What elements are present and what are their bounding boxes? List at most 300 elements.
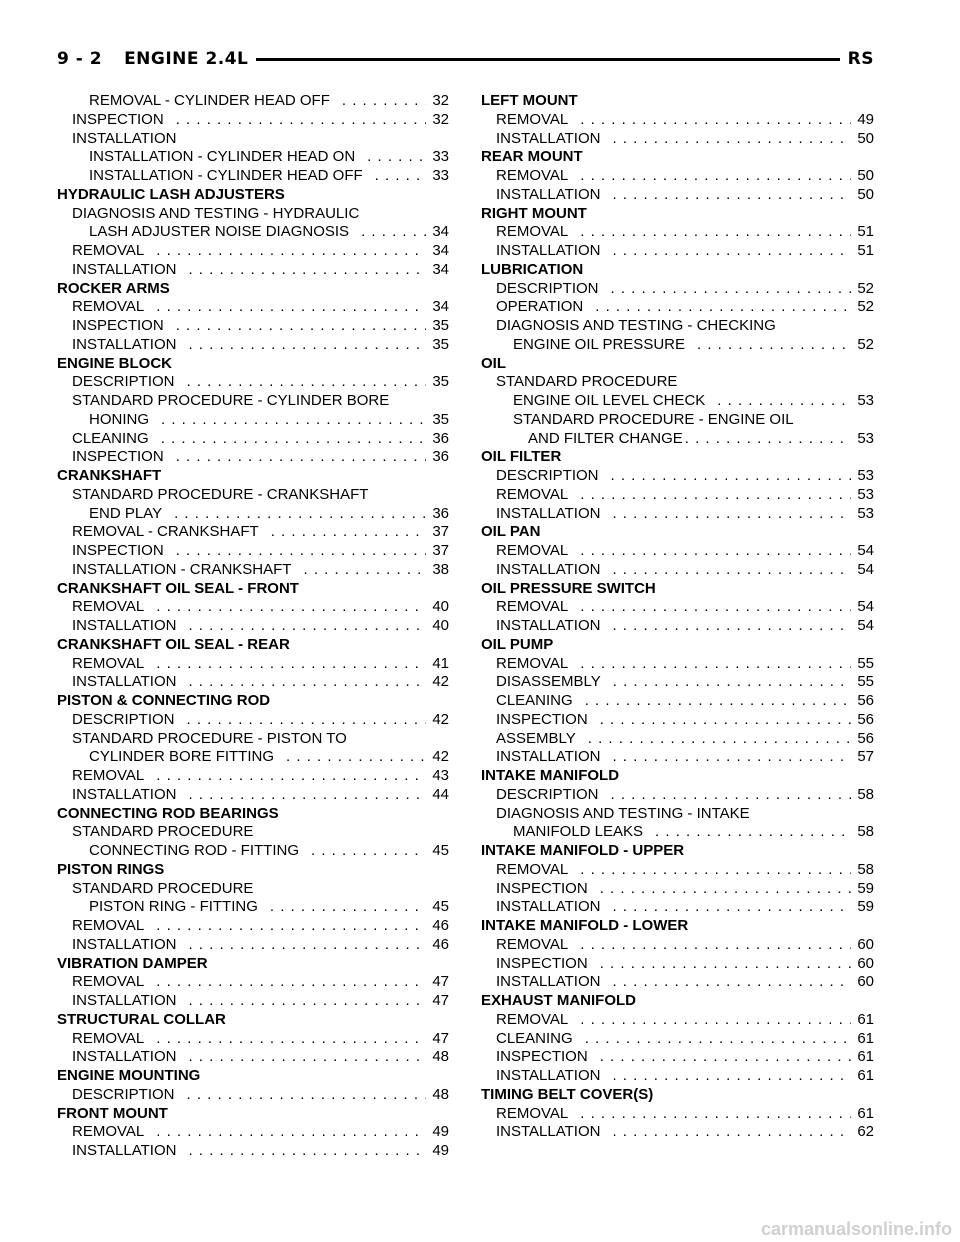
toc-entry[interactable] bbox=[57, 411, 449, 430]
toc-section-heading: ROCKER ARMS bbox=[57, 279, 170, 297]
toc-entry-title: ASSEMBLY bbox=[496, 729, 576, 747]
toc-page-number: 36 bbox=[432, 504, 449, 522]
toc-page-number: 56 bbox=[857, 710, 874, 728]
toc-entry[interactable] bbox=[481, 1123, 874, 1142]
toc-page-number: 42 bbox=[432, 673, 449, 691]
toc-page-number: 55 bbox=[857, 673, 874, 691]
toc-entry[interactable] bbox=[57, 1030, 449, 1049]
toc-entry[interactable] bbox=[57, 1048, 449, 1067]
toc-section-heading: REAR MOUNT bbox=[481, 148, 583, 166]
toc-section-heading: CRANKSHAFT bbox=[57, 467, 162, 484]
dot-leader bbox=[188, 786, 426, 805]
toc-page-number: 49 bbox=[857, 110, 874, 128]
dot-leader bbox=[611, 786, 852, 805]
toc-entry[interactable] bbox=[57, 617, 449, 636]
toc-entry[interactable] bbox=[481, 298, 874, 317]
toc-entry[interactable] bbox=[57, 148, 449, 167]
toc-entry-title: DESCRIPTION bbox=[72, 710, 175, 728]
toc-entry[interactable] bbox=[57, 711, 449, 730]
toc-entry[interactable] bbox=[57, 767, 449, 786]
toc-page-number: 47 bbox=[432, 992, 449, 1009]
toc-column-right bbox=[481, 92, 874, 1142]
toc-entry-title: LASH ADJUSTER NOISE DIAGNOSIS bbox=[89, 223, 350, 241]
toc-page-number: 59 bbox=[857, 898, 874, 916]
dot-leader bbox=[176, 542, 427, 561]
toc-entry-title: INSTALLATION bbox=[496, 617, 601, 634]
toc-entry-title: REMOVAL bbox=[496, 860, 569, 878]
toc-page-number: 52 bbox=[857, 298, 874, 316]
dot-leader bbox=[580, 1011, 851, 1030]
toc-entry-title: CLEANING bbox=[496, 692, 573, 709]
toc-page-number: 61 bbox=[857, 1010, 874, 1028]
toc-page-number: 54 bbox=[857, 542, 874, 559]
dot-leader bbox=[580, 111, 851, 130]
page-number: 9 - 2 bbox=[57, 49, 103, 69]
toc-entry-title: REMOVAL bbox=[72, 1029, 145, 1047]
dot-leader bbox=[580, 655, 851, 674]
dot-leader bbox=[613, 673, 852, 692]
toc-entry-title: INSTALLATION bbox=[496, 129, 601, 147]
toc-entry-title: REMOVAL bbox=[496, 654, 569, 672]
toc-entry[interactable] bbox=[481, 786, 874, 805]
dot-leader bbox=[161, 430, 427, 449]
toc-entry[interactable] bbox=[57, 673, 449, 692]
toc-entry[interactable] bbox=[57, 373, 449, 392]
toc-entry-title: REMOVAL bbox=[496, 1104, 569, 1122]
toc-entry[interactable] bbox=[57, 111, 449, 130]
toc-page-number: 34 bbox=[432, 298, 449, 316]
toc-entry-title: OPERATION bbox=[496, 298, 584, 316]
toc-entry[interactable] bbox=[481, 430, 874, 449]
toc-entry-title: INSTALLATION - CYLINDER HEAD OFF bbox=[89, 167, 363, 184]
toc-page-number: 48 bbox=[432, 1085, 449, 1103]
toc-page-number: 54 bbox=[857, 617, 874, 634]
dot-leader bbox=[271, 523, 427, 542]
dot-leader bbox=[717, 392, 851, 411]
toc-page-number: 61 bbox=[857, 1104, 874, 1122]
toc-entry-title: REMOVAL bbox=[72, 242, 145, 259]
toc-entry-title: INSPECTION bbox=[496, 1048, 588, 1066]
toc-entry[interactable] bbox=[481, 561, 874, 580]
toc-section-heading: STRUCTURAL COLLAR bbox=[57, 1010, 226, 1028]
dot-leader bbox=[156, 973, 426, 992]
toc-entry-title: INSPECTION bbox=[496, 954, 588, 972]
toc-entry[interactable] bbox=[57, 748, 449, 767]
toc-entry-title: INSTALLATION bbox=[72, 992, 177, 1009]
dot-leader bbox=[156, 242, 426, 261]
toc-entry[interactable] bbox=[57, 1123, 449, 1142]
dot-leader bbox=[161, 411, 426, 430]
dot-leader bbox=[188, 673, 426, 692]
toc-entry-title: ENGINE OIL LEVEL CHECK bbox=[513, 392, 706, 409]
dot-leader bbox=[187, 373, 427, 392]
dot-leader bbox=[156, 1030, 426, 1049]
toc-section-heading: ENGINE BLOCK bbox=[57, 354, 173, 372]
toc-entry[interactable] bbox=[481, 748, 874, 767]
toc-entry-title: INSTALLATION bbox=[496, 1123, 601, 1141]
toc-entry[interactable] bbox=[481, 186, 874, 205]
toc-section-heading: CONNECTING ROD BEARINGS bbox=[57, 804, 279, 822]
toc-entry-title: CLEANING bbox=[496, 1029, 573, 1047]
model-code: RS bbox=[847, 49, 874, 69]
toc-entry[interactable] bbox=[57, 317, 449, 336]
dot-leader bbox=[188, 936, 426, 955]
dot-leader bbox=[612, 1123, 851, 1142]
toc-entry-title: REMOVAL - CRANKSHAFT bbox=[72, 523, 259, 541]
toc-entry[interactable] bbox=[57, 1086, 449, 1105]
toc-page-number: 60 bbox=[857, 935, 874, 953]
toc-page-number: 48 bbox=[432, 1048, 449, 1066]
toc-entry[interactable] bbox=[57, 992, 449, 1011]
toc-entry-title: DESCRIPTION bbox=[72, 1085, 175, 1103]
toc-entry-title: CLEANING bbox=[72, 429, 149, 447]
dot-leader bbox=[580, 861, 851, 880]
dot-leader bbox=[611, 280, 852, 299]
toc-page-number: 42 bbox=[432, 748, 449, 766]
toc-page-number: 53 bbox=[857, 429, 874, 447]
dot-leader bbox=[187, 711, 427, 730]
toc-page-number: 60 bbox=[857, 973, 874, 991]
toc-section-heading: CRANKSHAFT OIL SEAL - REAR bbox=[57, 635, 290, 653]
toc-entry-title: INSTALLATION bbox=[72, 785, 177, 803]
dot-leader bbox=[612, 242, 851, 261]
dot-leader bbox=[655, 823, 851, 842]
toc-entry[interactable] bbox=[57, 1142, 449, 1161]
toc-entry[interactable] bbox=[57, 523, 449, 542]
dot-leader bbox=[580, 223, 851, 242]
dot-leader bbox=[176, 448, 427, 467]
toc-entry-title: REMOVAL bbox=[72, 917, 145, 934]
toc-entry-title: INSPECTION bbox=[72, 317, 164, 334]
dot-leader bbox=[588, 730, 852, 749]
toc-subheading: STANDARD PROCEDURE - CYLINDER BORE bbox=[72, 392, 390, 409]
toc-page-number: 50 bbox=[857, 185, 874, 203]
toc-entry[interactable] bbox=[481, 486, 874, 505]
toc-entry[interactable] bbox=[481, 223, 874, 242]
toc-page-number: 46 bbox=[432, 935, 449, 953]
toc-page-number: 37 bbox=[432, 523, 449, 541]
toc-entry-title: INSTALLATION bbox=[496, 1067, 601, 1084]
toc-page-number: 61 bbox=[857, 1048, 874, 1066]
dot-leader bbox=[188, 261, 426, 280]
dot-leader bbox=[156, 767, 426, 786]
toc-entry[interactable] bbox=[481, 655, 874, 674]
toc-page-number: 58 bbox=[857, 860, 874, 878]
toc-subheading: DIAGNOSIS AND TESTING - INTAKE bbox=[496, 804, 750, 822]
dot-leader bbox=[611, 467, 852, 486]
toc-section-heading: HYDRAULIC LASH ADJUSTERS bbox=[57, 185, 285, 203]
dot-leader bbox=[612, 1067, 851, 1086]
toc-section-heading: VIBRATION DAMPER bbox=[57, 954, 208, 972]
toc-entry[interactable] bbox=[57, 167, 449, 186]
toc-entry[interactable] bbox=[481, 242, 874, 261]
toc-entry[interactable] bbox=[481, 673, 874, 692]
toc-entry-title: INSTALLATION - CYLINDER HEAD ON bbox=[89, 148, 356, 166]
toc-entry-title: INSTALLATION bbox=[496, 973, 601, 991]
dot-leader bbox=[580, 486, 851, 505]
toc-subheading: STANDARD PROCEDURE - PISTON TO bbox=[72, 729, 347, 747]
page-header bbox=[57, 46, 874, 72]
toc-entry[interactable] bbox=[57, 936, 449, 955]
toc-entry[interactable] bbox=[481, 936, 874, 955]
toc-entry[interactable] bbox=[481, 1105, 874, 1124]
toc-section-heading: INTAKE MANIFOLD - LOWER bbox=[481, 917, 689, 934]
dot-leader bbox=[188, 617, 426, 636]
dot-leader bbox=[580, 542, 851, 561]
toc-entry[interactable] bbox=[481, 280, 874, 299]
dot-leader bbox=[188, 336, 426, 355]
toc-entry[interactable] bbox=[481, 973, 874, 992]
dot-leader bbox=[176, 317, 427, 336]
toc-entry-title: REMOVAL bbox=[496, 167, 569, 184]
toc-page-number: 55 bbox=[857, 654, 874, 672]
toc-section-heading: RIGHT MOUNT bbox=[481, 204, 587, 222]
toc-entry[interactable] bbox=[481, 730, 874, 749]
toc-page-number: 58 bbox=[857, 823, 874, 841]
dot-leader bbox=[367, 148, 426, 167]
dot-leader bbox=[188, 992, 426, 1011]
toc-entry-title: REMOVAL bbox=[72, 1123, 145, 1141]
dot-leader bbox=[600, 880, 852, 899]
toc-page-number: 61 bbox=[857, 1029, 874, 1047]
toc-page-number: 60 bbox=[857, 954, 874, 972]
toc-page-number: 53 bbox=[857, 504, 874, 522]
toc-entry[interactable] bbox=[57, 242, 449, 261]
toc-page-number: 50 bbox=[857, 167, 874, 184]
toc-subheading: DIAGNOSIS AND TESTING - HYDRAULIC bbox=[72, 204, 360, 222]
dot-leader bbox=[187, 1086, 427, 1105]
toc-section-heading: INTAKE MANIFOLD - UPPER bbox=[481, 842, 685, 859]
toc-entry[interactable] bbox=[481, 336, 874, 355]
toc-entry-title: DESCRIPTION bbox=[496, 467, 599, 484]
toc-entry-title: INSTALLATION bbox=[496, 242, 601, 259]
toc-subheading: INSTALLATION bbox=[72, 129, 177, 147]
toc-page-number: 34 bbox=[432, 260, 449, 278]
toc-page-number: 53 bbox=[857, 485, 874, 503]
toc-entry-title: MANIFOLD LEAKS bbox=[513, 823, 644, 841]
toc-entry[interactable] bbox=[57, 898, 449, 917]
toc-column-left bbox=[57, 92, 449, 1161]
toc-entry-title: REMOVAL bbox=[72, 598, 145, 616]
dot-leader bbox=[612, 186, 851, 205]
toc-page-number: 41 bbox=[432, 654, 449, 672]
toc-entry-title: INSPECTION bbox=[72, 448, 164, 466]
dot-leader bbox=[612, 561, 851, 580]
toc-entry[interactable] bbox=[57, 336, 449, 355]
toc-entry-title: INSTALLATION bbox=[496, 748, 601, 766]
toc-entry[interactable] bbox=[481, 392, 874, 411]
toc-entry[interactable] bbox=[481, 505, 874, 524]
toc-entry[interactable] bbox=[481, 823, 874, 842]
toc-entry[interactable] bbox=[481, 955, 874, 974]
toc-entry-title: INSTALLATION bbox=[72, 260, 177, 278]
toc-entry-title: REMOVAL bbox=[496, 542, 569, 559]
toc-subheading: STANDARD PROCEDURE bbox=[72, 879, 254, 897]
toc-entry-title: DISASSEMBLY bbox=[496, 673, 601, 691]
toc-page-number: 45 bbox=[432, 898, 449, 916]
dot-leader bbox=[361, 223, 426, 242]
toc-entry-title: DESCRIPTION bbox=[496, 785, 599, 803]
toc-entry-title: INSTALLATION bbox=[72, 335, 177, 353]
toc-entry-title: END PLAY bbox=[89, 504, 163, 522]
toc-subheading: STANDARD PROCEDURE - ENGINE OIL bbox=[513, 410, 794, 428]
toc-entry[interactable] bbox=[57, 430, 449, 449]
toc-entry[interactable] bbox=[481, 898, 874, 917]
toc-entry[interactable] bbox=[481, 880, 874, 899]
toc-page-number: 52 bbox=[857, 335, 874, 353]
dot-leader bbox=[612, 748, 851, 767]
toc-entry-title: REMOVAL bbox=[72, 767, 145, 784]
toc-entry[interactable] bbox=[57, 842, 449, 861]
toc-entry[interactable] bbox=[481, 542, 874, 561]
toc-entry[interactable] bbox=[57, 298, 449, 317]
toc-entry[interactable] bbox=[481, 467, 874, 486]
toc-section-heading: OIL PUMP bbox=[481, 635, 554, 653]
toc-entry-title: INSTALLATION bbox=[496, 560, 601, 578]
toc-entry[interactable] bbox=[481, 1011, 874, 1030]
toc-entry-title: DESCRIPTION bbox=[72, 373, 175, 391]
toc-section-heading: LUBRICATION bbox=[481, 260, 584, 278]
toc-page-number: 35 bbox=[432, 410, 449, 428]
toc-page-number: 34 bbox=[432, 242, 449, 259]
toc-entry[interactable] bbox=[57, 542, 449, 561]
dot-leader bbox=[174, 505, 426, 524]
toc-entry[interactable] bbox=[481, 692, 874, 711]
dot-leader bbox=[585, 692, 852, 711]
toc-entry-title: INSTALLATION bbox=[72, 1142, 177, 1159]
dot-leader bbox=[612, 973, 851, 992]
toc-entry-title: REMOVAL bbox=[72, 654, 145, 672]
toc-entry[interactable] bbox=[57, 973, 449, 992]
dot-leader bbox=[580, 167, 851, 186]
toc-page-number: 51 bbox=[857, 242, 874, 259]
dot-leader bbox=[156, 298, 426, 317]
toc-section-heading: ENGINE MOUNTING bbox=[57, 1067, 201, 1084]
toc-page-number: 49 bbox=[432, 1142, 449, 1159]
dot-leader bbox=[188, 1142, 426, 1161]
toc-entry-title: REMOVAL bbox=[496, 935, 569, 953]
toc-page-number: 36 bbox=[432, 448, 449, 466]
toc-entry[interactable] bbox=[57, 92, 449, 111]
toc-section-heading: OIL PAN bbox=[481, 523, 541, 541]
dot-leader bbox=[612, 505, 851, 524]
toc-subheading: STANDARD PROCEDURE bbox=[72, 823, 254, 841]
toc-page-number: 56 bbox=[857, 729, 874, 747]
dot-leader bbox=[303, 561, 426, 580]
toc-page-number: 49 bbox=[432, 1123, 449, 1141]
toc-page-number: 33 bbox=[432, 167, 449, 184]
toc-page-number: 43 bbox=[432, 767, 449, 784]
toc-entry-title: INSTALLATION bbox=[72, 935, 177, 953]
dot-leader bbox=[156, 1123, 426, 1142]
toc-entry-title: CONNECTING ROD - FITTING bbox=[89, 842, 299, 859]
toc-entry[interactable] bbox=[57, 561, 449, 580]
dot-leader bbox=[600, 711, 852, 730]
toc-entry-title: INSTALLATION - CRANKSHAFT bbox=[72, 560, 292, 578]
toc-entry-title: ENGINE OIL PRESSURE bbox=[513, 335, 685, 353]
toc-page-number: 52 bbox=[857, 279, 874, 297]
dot-leader bbox=[188, 1048, 426, 1067]
toc-section-heading: INTAKE MANIFOLD bbox=[481, 767, 620, 784]
dot-leader bbox=[612, 617, 851, 636]
dot-leader bbox=[156, 598, 426, 617]
toc-page-number: 54 bbox=[857, 560, 874, 578]
toc-section-heading: PISTON RINGS bbox=[57, 860, 165, 878]
toc-entry[interactable] bbox=[57, 261, 449, 280]
toc-entry-title: INSPECTION bbox=[72, 542, 164, 559]
toc-page-number: 33 bbox=[432, 148, 449, 166]
toc-page-number: 58 bbox=[857, 785, 874, 803]
dot-leader bbox=[600, 1048, 852, 1067]
toc-page-number: 35 bbox=[432, 335, 449, 353]
toc-entry[interactable] bbox=[481, 598, 874, 617]
toc-entry[interactable] bbox=[57, 917, 449, 936]
dot-leader bbox=[156, 655, 426, 674]
dot-leader bbox=[311, 842, 426, 861]
toc-entry[interactable] bbox=[481, 1030, 874, 1049]
toc-entry[interactable] bbox=[57, 655, 449, 674]
toc-page-number: 53 bbox=[857, 467, 874, 484]
toc-page-number: 47 bbox=[432, 1029, 449, 1047]
toc-entry[interactable] bbox=[481, 1048, 874, 1067]
toc-entry-title: PISTON RING - FITTING bbox=[89, 898, 258, 916]
dot-leader bbox=[697, 336, 851, 355]
toc-section-heading: EXHAUST MANIFOLD bbox=[481, 992, 636, 1009]
toc-entry-title: CYLINDER BORE FITTING bbox=[89, 748, 275, 766]
toc-entry-title: HONING bbox=[89, 410, 149, 428]
toc-entry-title: REMOVAL bbox=[496, 485, 569, 503]
toc-page-number: 40 bbox=[432, 617, 449, 634]
toc-page-number: 36 bbox=[432, 429, 449, 447]
toc-section-heading: LEFT MOUNT bbox=[481, 92, 578, 109]
toc-entry-title: INSTALLATION bbox=[496, 898, 601, 916]
toc-entry[interactable] bbox=[481, 1067, 874, 1086]
toc-entry-title: REMOVAL bbox=[496, 223, 569, 241]
toc-page-number: 62 bbox=[857, 1123, 874, 1141]
header-rule bbox=[256, 58, 839, 61]
toc-entry[interactable] bbox=[57, 505, 449, 524]
dot-leader bbox=[580, 936, 851, 955]
toc-page-number: 37 bbox=[432, 542, 449, 559]
toc-entry[interactable] bbox=[481, 861, 874, 880]
toc-page-number: 34 bbox=[432, 223, 449, 241]
toc-entry[interactable] bbox=[481, 111, 874, 130]
dot-leader bbox=[342, 92, 426, 111]
toc-entry[interactable] bbox=[57, 448, 449, 467]
toc-page-number: 42 bbox=[432, 710, 449, 728]
watermark: carmanualsonline.info bbox=[760, 1219, 952, 1239]
toc-entry[interactable] bbox=[57, 223, 449, 242]
toc-page-number: 45 bbox=[432, 842, 449, 859]
toc-page-number: 54 bbox=[857, 598, 874, 616]
toc-entry-title: REMOVAL bbox=[496, 1010, 569, 1028]
toc-entry[interactable] bbox=[57, 598, 449, 617]
toc-entry[interactable] bbox=[481, 711, 874, 730]
toc-page-number: 50 bbox=[857, 129, 874, 147]
toc-section-heading: CRANKSHAFT OIL SEAL - FRONT bbox=[57, 579, 299, 597]
dot-leader bbox=[595, 298, 851, 317]
toc-section-heading: OIL bbox=[481, 354, 506, 372]
toc-entry[interactable] bbox=[481, 617, 874, 636]
toc-page-number: 56 bbox=[857, 692, 874, 709]
toc-entry[interactable] bbox=[57, 786, 449, 805]
toc-page-number: 47 bbox=[432, 973, 449, 991]
toc-entry-title: REMOVAL bbox=[496, 110, 569, 128]
toc-page-number: 32 bbox=[432, 110, 449, 128]
toc-entry[interactable] bbox=[481, 130, 874, 149]
toc-entry[interactable] bbox=[481, 167, 874, 186]
toc-page-number: 53 bbox=[857, 392, 874, 409]
